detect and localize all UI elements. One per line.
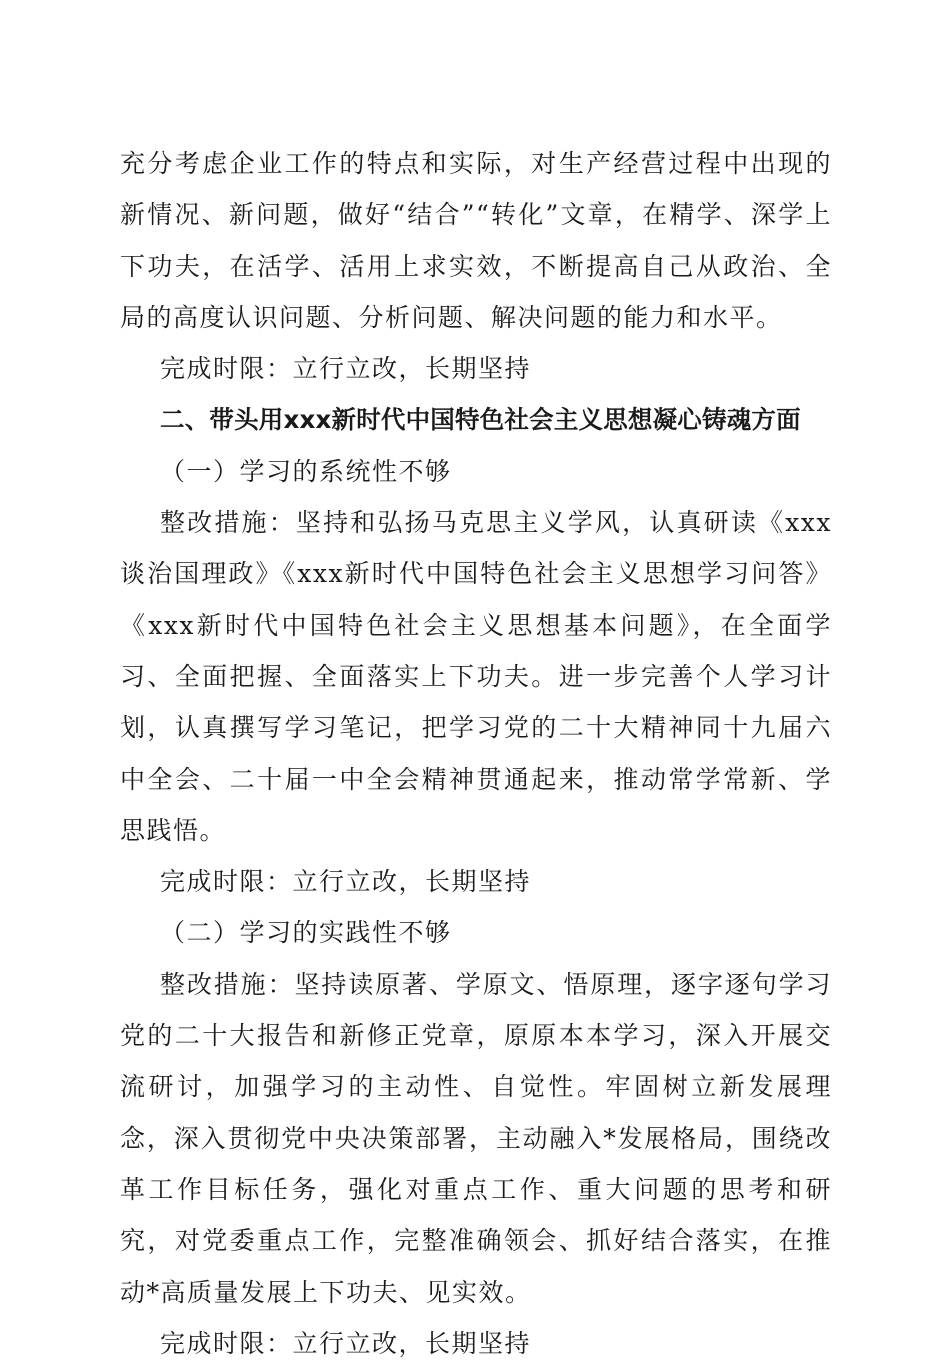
paragraph-continuation: 充分考虑企业工作的特点和实际，对生产经营过程中出现的新情况、新问题，做好“结合”“转化”文章，在精学、深学上下功夫，在活学、活用上求实效，不断提高自己从政治、全局的高度认识问题、分析问题、解决问题的能力和水平。 [120,149,832,332]
deadline-text: 完成时限：立行立改，长期坚持 [160,867,532,897]
document-page [120,138,832,1369]
deadline-text: 完成时限：立行立改，长期坚持 [160,1328,532,1358]
measures-paragraph: 整改措施：坚持读原著、学原文、悟原理，逐字逐句学习党的二十大报告和新修正党章，原原本本学习，深入开展交流研讨，加强学习的主动性、自觉性。牢固树立新发展理念，深入贯彻党中央决策部署，主动融入*发展格局，围绕改革工作目标任务，强化对重点工作、重大问题的思考和研究，对党委重点工作，完整准确领会、抓好结合落实，在推动*高质量发展上下功夫、见实效。 [120,969,832,1307]
measures-paragraph: 整改措施：坚持和弘扬马克思主义学风，认真研读《xxx谈治国理政》《xxx新时代中国特色社会主义思想学习问答》《xxx新时代中国特色社会主义思想基本问题》，在全面学习、全面把握、全面落实上下功夫。进一步完善个人学习计划，认真撰写学习笔记，把学习党的二十大精神同十九届六中全会、二十届一中全会精神贯通起来，推动常学常新、学思践悟。 [120,508,832,845]
subsection-heading: （一）学习的系统性不够 [160,456,452,486]
deadline-text: 完成时限：立行立改，长期坚持 [160,354,532,384]
subsection-heading: （二）学习的实践性不够 [160,918,452,948]
section-heading: 二、带头用xxx新时代中国特色社会主义思想凝心铸魂方面 [160,405,801,435]
